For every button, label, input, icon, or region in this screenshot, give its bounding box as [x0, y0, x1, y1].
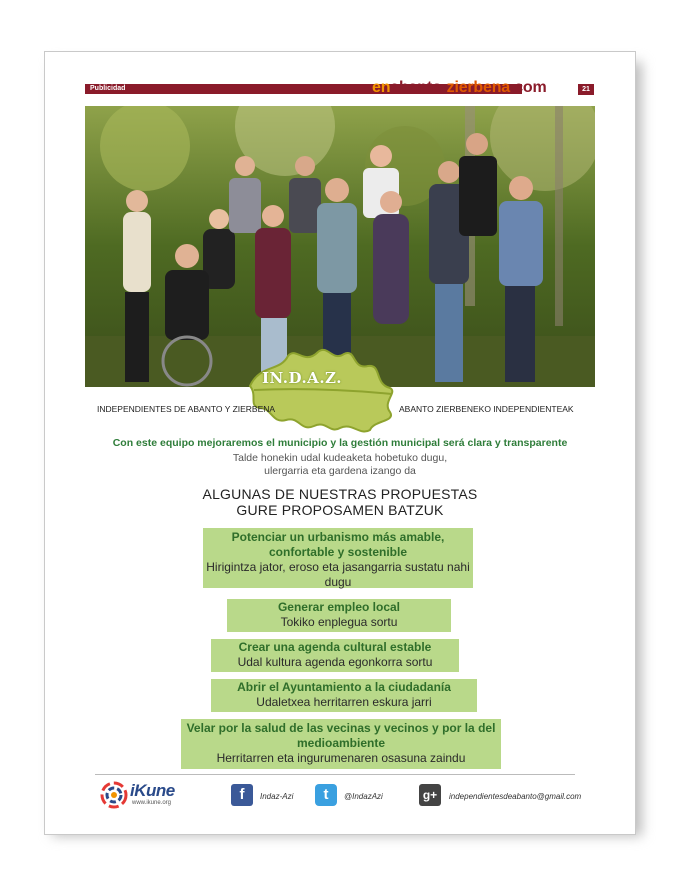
oak-leaf-icon	[240, 344, 400, 434]
section-label: Publicidad	[90, 85, 126, 92]
footer-divider	[95, 774, 575, 775]
magazine-page	[44, 51, 636, 835]
proposal-box-3: Crear una agenda cultural estable Udal kultura agenda egonkorra sortu	[211, 639, 459, 672]
proposal-box-1: Potenciar un urbanismo más amable, confortable y sostenible Hirigintza jator, eroso eta jasangarria sustatu nahi dugu	[203, 528, 473, 588]
ikune-url[interactable]: www.ikune.org	[132, 800, 172, 806]
tagline-spanish: INDEPENDIENTES DE ABANTO Y ZIERBENA	[97, 404, 276, 414]
email-label[interactable]: independientesdeabanto@gmail.com	[449, 792, 582, 801]
proposal-box-2: Generar empleo local Tokiko enplegua sortu	[227, 599, 451, 632]
indaz-logo-text: IN.D.A.Z.	[262, 369, 342, 387]
ikune-logo-icon	[99, 780, 129, 810]
proposal-box-5: Velar por la salud de las vecinas y vecinos y por la del medioambiente Herritarren eta ingurumenaren osasuna zaindu	[181, 719, 501, 769]
proposals-title: ALGUNAS DE NUESTRAS PROPUESTAS GURE PROPOSAMEN BATZUK	[202, 486, 478, 518]
twitter-icon[interactable]: t	[315, 784, 337, 806]
facebook-label[interactable]: Indaz-Azi	[260, 792, 294, 801]
facebook-icon[interactable]: f	[231, 784, 253, 806]
twitter-label[interactable]: @IndazAzi	[344, 792, 383, 801]
page-number: 21	[578, 84, 594, 95]
ikune-name: iKune	[130, 781, 175, 800]
google-plus-icon[interactable]: g+	[419, 784, 441, 806]
proposal-box-4: Abrir el Ayuntamiento a la ciudadanía Udaletxea herritarren eskura jarri	[211, 679, 477, 712]
slogan-spanish: Con este equipo mejoraremos el municipio y la gestión municipal será clara y transparente	[112, 437, 568, 449]
site-title[interactable]: enabanto-zierbena.com	[372, 79, 547, 96]
slogan-basque: Talde honekin udal kudeaketa hobetuko dugu, ulergarria eta gardena izango da	[232, 452, 448, 477]
tagline-basque: ABANTO ZIERBENEKO INDEPENDIENTEAK	[399, 404, 574, 414]
